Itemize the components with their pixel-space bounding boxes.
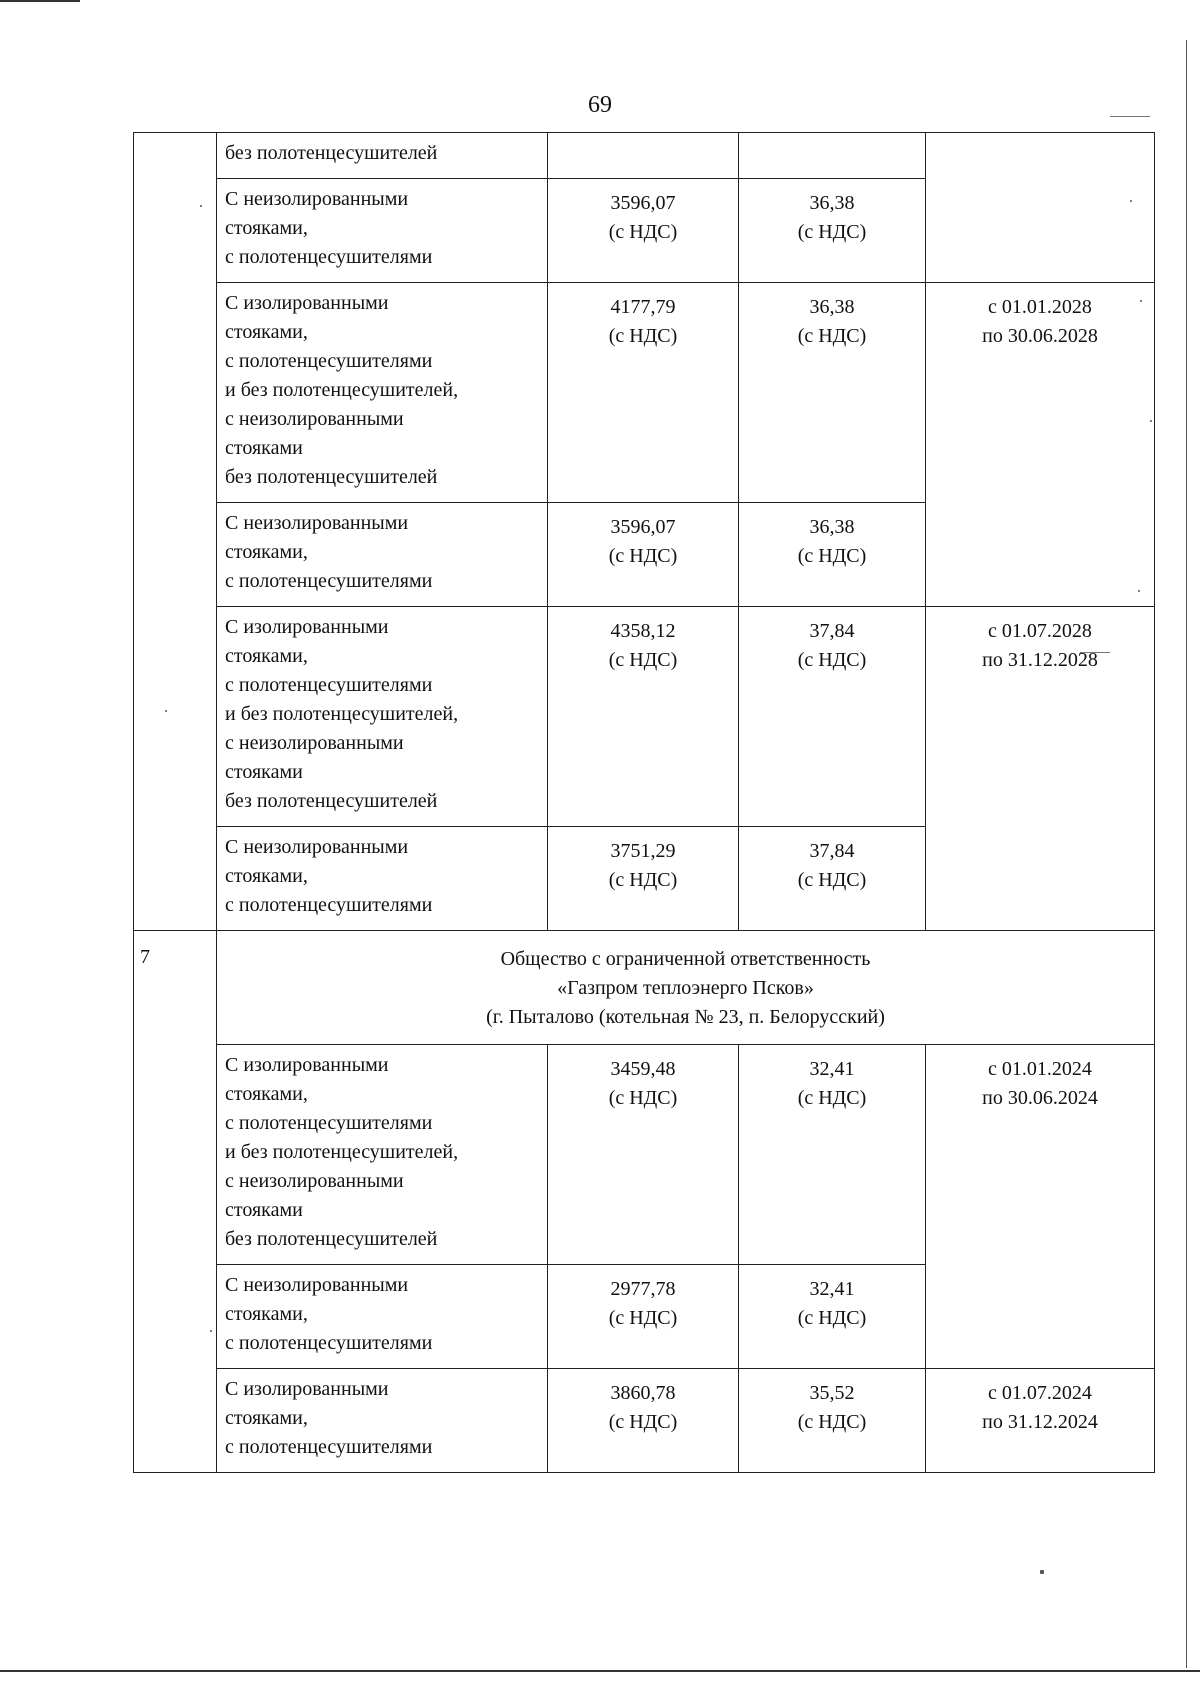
- tariff-value-cell: [739, 133, 926, 179]
- table-row: [134, 283, 1155, 503]
- table-row: [134, 1369, 1155, 1473]
- description-cell: С неизолированными стояками, с полотенцесушителями: [217, 827, 548, 931]
- table-row: [134, 931, 1155, 1045]
- tariff-value-cell: 3596,07 (с НДС): [548, 503, 739, 607]
- table-row: [134, 133, 1155, 179]
- tariff-value-cell: 3751,29 (с НДС): [548, 827, 739, 931]
- description-cell: С изолированными стояками, с полотенцесушителями: [217, 1369, 548, 1473]
- tariff-value-cell: 3596,07 (с НДС): [548, 179, 739, 283]
- tariff-value-cell: 36,38 (с НДС): [739, 179, 926, 283]
- row-number-cell: 7: [134, 931, 217, 1473]
- page-number: 69: [588, 92, 612, 118]
- tariff-value-cell: 3860,78 (с НДС): [548, 1369, 739, 1473]
- tariff-value-cell: 4177,79 (с НДС): [548, 283, 739, 503]
- description-cell: С неизолированными стояками, с полотенцесушителями: [217, 503, 548, 607]
- description-cell: С изолированными стояками, с полотенцесушителями и без полотенцесушителей, с неизолированными стояками без полотенцесушителей: [217, 283, 548, 503]
- tariff-value-cell: 35,52 (с НДС): [739, 1369, 926, 1473]
- tariff-value-cell: 32,41 (с НДС): [739, 1045, 926, 1265]
- tariff-value-cell: 37,84 (с НДС): [739, 607, 926, 827]
- table-row: [134, 607, 1155, 827]
- tariff-value-cell: 3459,48 (с НДС): [548, 1045, 739, 1265]
- description-cell: С изолированными стояками, с полотенцесушителями и без полотенцесушителей, с неизолированными стояками без полотенцесушителей: [217, 1045, 548, 1265]
- period-cell: с 01.01.2024 по 30.06.2024: [926, 1045, 1155, 1369]
- tariff-value-cell: 36,38 (с НДС): [739, 283, 926, 503]
- tariff-value-cell: 4358,12 (с НДС): [548, 607, 739, 827]
- scan-border-bottom: [0, 1670, 1200, 1672]
- tariff-table: [133, 132, 1155, 1473]
- description-cell: С изолированными стояками, с полотенцесушителями и без полотенцесушителей, с неизолированными стояками без полотенцесушителей: [217, 607, 548, 827]
- description-cell: без полотенцесушителей: [217, 133, 548, 179]
- description-cell: С неизолированными стояками, с полотенцесушителями: [217, 1265, 548, 1369]
- row-number-cell: [134, 133, 217, 931]
- tariff-value-cell: 2977,78 (с НДС): [548, 1265, 739, 1369]
- scan-artifact: [1040, 1570, 1044, 1574]
- period-cell: с 01.07.2024 по 31.12.2024: [926, 1369, 1155, 1473]
- scan-border-top: [0, 0, 80, 2]
- tariff-value-cell: 37,84 (с НДС): [739, 827, 926, 931]
- scan-edge-right: [1186, 40, 1187, 1668]
- period-cell: с 01.01.2028 по 30.06.2028: [926, 283, 1155, 607]
- period-cell: с 01.07.2028 по 31.12.2028: [926, 607, 1155, 931]
- period-cell: [926, 133, 1155, 283]
- scan-artifact: [1110, 116, 1150, 117]
- table-row: [134, 1045, 1155, 1265]
- tariff-value-cell: 32,41 (с НДС): [739, 1265, 926, 1369]
- tariff-value-cell: [548, 133, 739, 179]
- organization-header-cell: Общество с ограниченной ответственность «Газпром теплоэнерго Псков» (г. Пыталово (котельная № 23, п. Белорусский): [217, 931, 1155, 1045]
- description-cell: С неизолированными стояками, с полотенцесушителями: [217, 179, 548, 283]
- tariff-value-cell: 36,38 (с НДС): [739, 503, 926, 607]
